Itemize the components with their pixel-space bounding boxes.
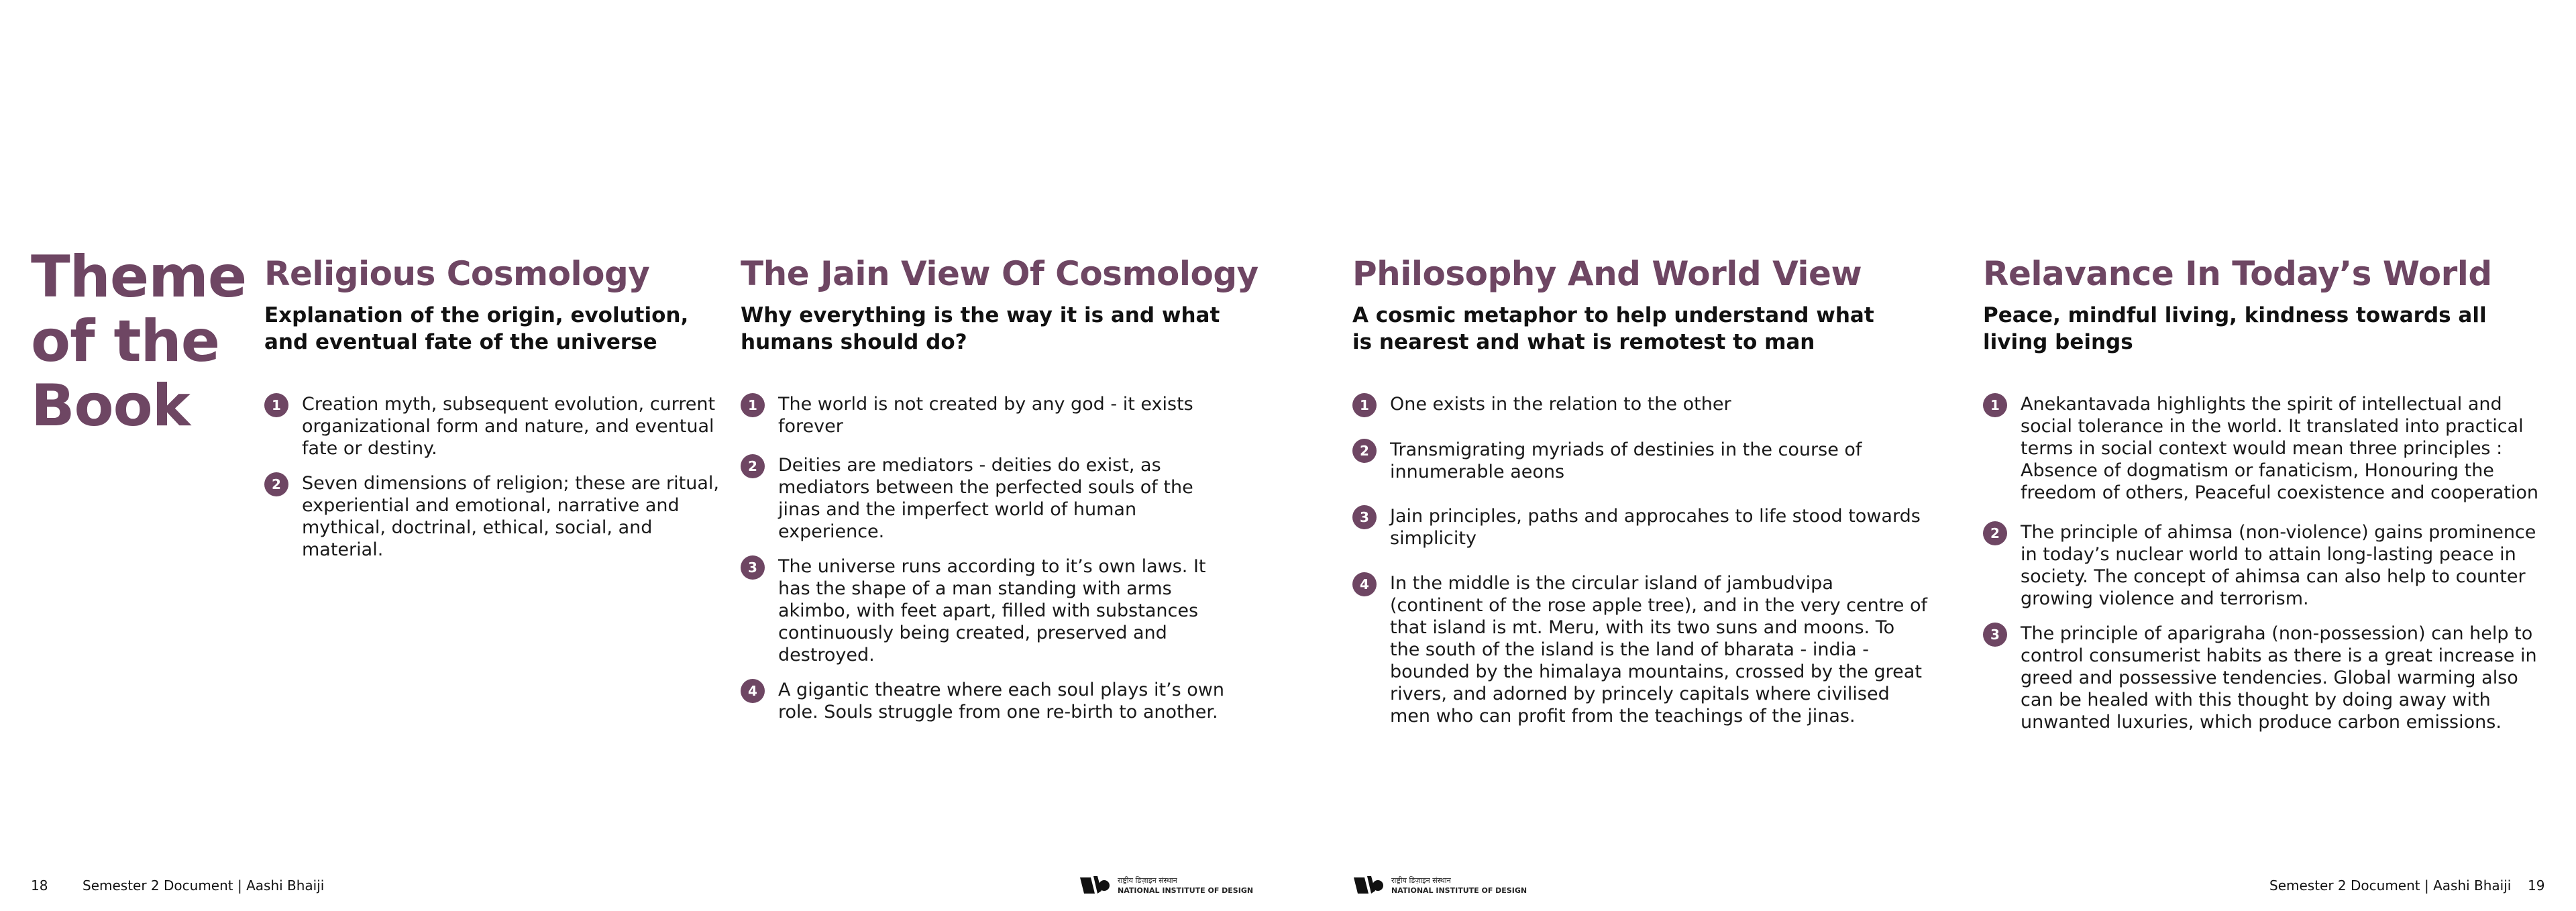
number-badge: 2 bbox=[264, 472, 288, 496]
section-title: Religious Cosmology bbox=[264, 254, 650, 293]
list-item bbox=[1352, 393, 1929, 415]
list-item bbox=[741, 393, 1237, 437]
list-item bbox=[264, 472, 720, 561]
list-item-text: A gigantic theatre where each soul plays it’s own role. Souls struggle from one re-birth to another. bbox=[778, 680, 1224, 722]
list-item bbox=[1983, 521, 2546, 610]
section-religious-cosmology bbox=[264, 254, 720, 561]
number-badge: 3 bbox=[741, 555, 765, 580]
number-badge: 2 bbox=[1352, 439, 1377, 463]
numbered-list bbox=[1352, 393, 1929, 727]
list-item-text: One exists in the relation to the other bbox=[1390, 394, 1731, 415]
logo-text-english: NATIONAL INSTITUTE OF DESIGN bbox=[1391, 886, 1527, 895]
list-item-text: The universe runs according to it’s own laws. It has the shape of a man standing with arms akimbo, with feet apart, filled with substances continuously being created, preserved and destroyed. bbox=[778, 556, 1206, 665]
list-item bbox=[1983, 393, 2546, 504]
list-item bbox=[1352, 505, 1927, 549]
list-item-text: Transmigrating myriads of destinies in the course of innumerable aeons bbox=[1390, 439, 1862, 482]
number-badge: 2 bbox=[741, 454, 765, 478]
section-subtitle: A cosmic metaphor to help understand what is nearest and what is remotest to man bbox=[1352, 303, 1874, 354]
number-badge: 1 bbox=[1983, 393, 2007, 417]
numbered-list bbox=[264, 393, 720, 561]
footer-document-label-left: Semester 2 Document | Aashi Bhaiji bbox=[83, 877, 325, 894]
page-title: Theme of the Book bbox=[31, 244, 247, 439]
list-item bbox=[741, 555, 1237, 666]
list-item-text: Deities are mediators - deities do exist, as mediators between the perfected souls of the jinas and the imperfect world of human experience. bbox=[778, 455, 1193, 542]
section-subtitle: Peace, mindful living, kindness towards all living beings bbox=[1983, 303, 2487, 354]
section-relevance-in-todays-world bbox=[1983, 254, 2546, 733]
number-badge: 4 bbox=[1352, 572, 1377, 596]
footer-document-label-right: Semester 2 Document | Aashi Bhaiji bbox=[2269, 877, 2512, 894]
number-badge: 2 bbox=[1983, 521, 2007, 545]
list-item-text: The principle of aparigraha (non-possession) can help to control consumerist habits as there is a great increase in greed and possessive tendencies. Global warming also can be healed with this thought by doing away with unwanted luxuries, which produce carbon emissions. bbox=[2021, 623, 2537, 733]
list-item bbox=[741, 454, 1237, 543]
logo-text-english: NATIONAL INSTITUTE OF DESIGN bbox=[1118, 886, 1254, 895]
nid-logo-right bbox=[1351, 872, 1527, 899]
list-item bbox=[264, 393, 720, 460]
list-item-text: Seven dimensions of religion; these are ritual, experiential and emotional, narrative and mythical, doctrinal, ethical, social, and material. bbox=[302, 473, 719, 560]
logo-text-hindi: राष्ट्रीय डिज़ाइन संस्थान bbox=[1391, 876, 1451, 885]
list-item-text: The world is not created by any god - it exists forever bbox=[778, 394, 1193, 437]
number-badge: 3 bbox=[1352, 505, 1377, 529]
nid-logo-icon bbox=[1077, 873, 1110, 896]
list-item-text: In the middle is the circular island of jambudvipa (continent of the rose apple tree), and in the very centre of that island is mt. Meru, with its two suns and moons. To the south of the island is the land of bharata - india - bounded by the himalaya mountains, crossed by the great rivers, and adorned by princely capitals where civilised men who can profit from the teachings of the jinas. bbox=[1390, 573, 1928, 727]
number-badge: 4 bbox=[741, 679, 765, 703]
list-item bbox=[1352, 439, 1886, 483]
section-title: Philosophy And World View bbox=[1352, 254, 1862, 293]
nid-logo-icon bbox=[1351, 873, 1383, 896]
list-item-text: Anekantavada highlights the spirit of intellectual and social tolerance in the world. It translated into practical terms in social context would mean three principles : Absence of dogmatism or fanaticism, Honouring the freedom of others, Peaceful coexistence and cooperation bbox=[2021, 394, 2538, 503]
section-title: The Jain View Of Cosmology bbox=[741, 254, 1258, 293]
section-subtitle: Explanation of the origin, evolution, and eventual fate of the universe bbox=[264, 303, 689, 354]
logo-text-hindi: राष्ट्रीय डिज़ाइन संस्थान bbox=[1118, 876, 1177, 885]
section-title: Relavance In Today’s World bbox=[1983, 254, 2492, 293]
list-item bbox=[1983, 623, 2546, 733]
list-item bbox=[741, 679, 1237, 723]
number-badge: 1 bbox=[264, 393, 288, 417]
list-item-text: Creation myth, subsequent evolution, current organizational form and nature, and eventual fate or destiny. bbox=[302, 394, 716, 459]
page-number-right: 19 bbox=[2528, 877, 2545, 894]
number-badge: 1 bbox=[741, 393, 765, 417]
list-item bbox=[1352, 572, 1929, 727]
list-item-text: The principle of ahimsa (non-violence) gains prominence in today’s nuclear world to attain long-lasting peace in society. The concept of ahimsa can also help to counter growing violence and terrorism. bbox=[2021, 522, 2536, 609]
nid-logo-left bbox=[1077, 872, 1254, 899]
numbered-list bbox=[1983, 393, 2546, 733]
page-number-left: 18 bbox=[31, 877, 48, 894]
section-philosophy-and-world-view bbox=[1352, 254, 1929, 727]
number-badge: 1 bbox=[1352, 393, 1377, 417]
numbered-list bbox=[741, 393, 1237, 723]
list-item-text: Jain principles, paths and approcahes to life stood towards simplicity bbox=[1390, 506, 1921, 549]
number-badge: 3 bbox=[1983, 623, 2007, 647]
section-subtitle: Why everything is the way it is and what humans should do? bbox=[741, 303, 1220, 354]
section-jain-view-of-cosmology bbox=[741, 254, 1258, 723]
